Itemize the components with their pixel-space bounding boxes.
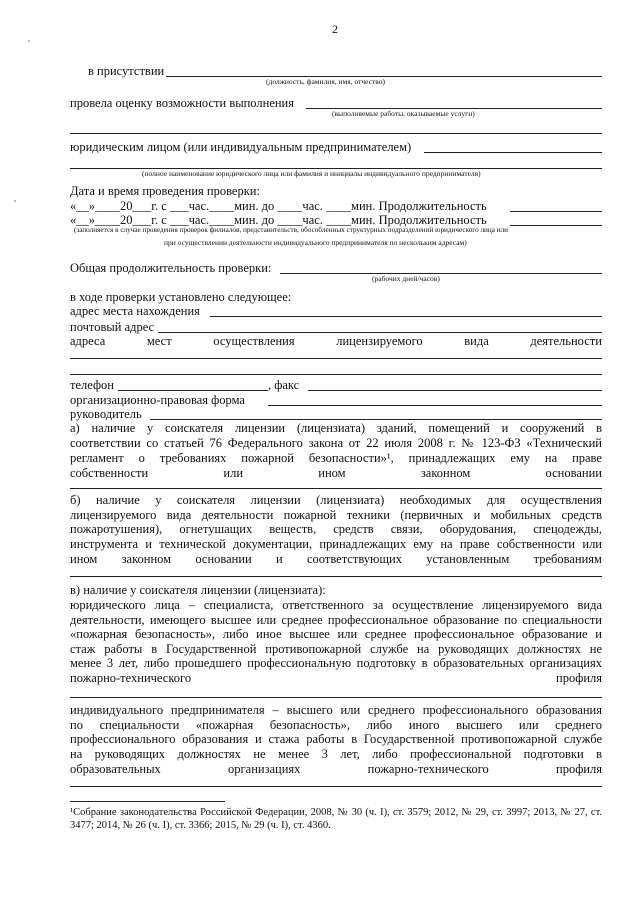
item-a-line-3: [70, 451, 602, 465]
word: соответствующих: [306, 552, 402, 566]
phone-line: [118, 390, 268, 391]
item-c-ip-line: индивидуального предпринимателя – высшего или среднего профессионального образования: [70, 703, 602, 717]
head-label: руководитель: [70, 407, 142, 421]
scan-mark: [14, 200, 16, 202]
word: и: [276, 552, 283, 566]
word: деятельности: [530, 334, 602, 348]
item-b-line: лицензируемого вида деятельности пожарной техники (первичных и мобильных средств: [70, 507, 602, 522]
item-b-line: б) наличие у соискателя лицензии (лицензиата) необходимых для осуществления: [70, 493, 602, 507]
datetime-line-2: «__»____20___г. с ___час.____мин. до ____час. ____мин. Продолжительность: [70, 213, 487, 227]
postal-line: [158, 332, 602, 333]
datetime-caption-1: (заполняется в случае проведения проверок филиалов, представительств, обособленных структурных подразделений юридического лица или: [74, 226, 509, 234]
item-c-legal-last-line: [70, 671, 602, 685]
word: собственности: [70, 466, 149, 480]
item-c-legal-line: юридического лица – специалиста, ответственного за осуществление лицензируемого вида: [70, 598, 602, 612]
item-a-line-4: [70, 466, 602, 480]
item-c-legal-line: [70, 697, 602, 698]
word: регламент: [70, 451, 124, 465]
item-c-legal-line: «пожарная безопасность», либо иное высшее или среднее профессиональное образование и: [70, 627, 602, 642]
word: пожарно-технического: [367, 762, 489, 776]
item-c-ip-line: по специальности «пожарная безопасность», либо иного высшего или среднего: [70, 717, 602, 732]
word: принадлежащих: [408, 451, 496, 465]
item-b-line: [70, 576, 602, 577]
word: требованиях: [159, 451, 227, 465]
word: требованиям: [533, 552, 602, 566]
duration-label: Общая продолжительность проверки:: [70, 261, 272, 275]
word: безопасности»¹,: [308, 451, 394, 465]
footnote: ¹Собрание законодательства Российской Федерации, 2008, № 30 (ч. I), ст. 3579; 2012, № 29, ст. 3997; 2013, № 27, ст. 3477; 2014, № 26 (ч. I), ст. 3366; 2015, № 29 (ч. I), ст. 4360.: [70, 807, 602, 831]
word: вида: [464, 334, 489, 348]
assessment-label: провела оценку возможности выполнения: [70, 96, 294, 110]
location-line: [210, 316, 602, 317]
activity-line-1: [70, 358, 602, 359]
assessment-caption: (выполняемые работы, оказываемые услуги): [332, 109, 475, 118]
legal-form-line: [268, 405, 602, 406]
word: или: [223, 466, 244, 480]
item-c-ip-line: профессионального образования и стажа работы в Государственной противопожарной службе: [70, 732, 602, 747]
datetime-duration-line-1: [510, 211, 602, 212]
duration-line: [280, 273, 602, 274]
word: законном: [121, 552, 172, 566]
item-c-legal-line: деятельности, имеющего высшее или среднее профессиональное образование по специальности: [70, 612, 602, 627]
entity-caption: (полное наименование юридического лица или фамилия и инициалы индивидуального предпринимателя): [142, 169, 481, 178]
word: пожарной: [241, 451, 294, 465]
location-label: адрес места нахождения: [70, 304, 200, 318]
presence-label: в присутствии: [88, 64, 165, 78]
item-c-legal-line: стаж работы в Государственной противопожарной службе на руководящих должностях не: [70, 641, 602, 656]
fax-line: [308, 390, 602, 391]
word: осуществления: [213, 334, 295, 348]
item-c-legal-line: менее 3 лет, либо прошедшего профессиональную подготовку в образовательных организациях: [70, 656, 602, 671]
postal-label: почтовый адрес: [70, 320, 155, 334]
activity-address-heading: [70, 334, 602, 348]
word: адреса: [70, 334, 106, 348]
activity-line-2: [70, 374, 602, 375]
entity-label: юридическим лицом (или индивидуальным предпринимателем): [70, 140, 412, 154]
item-c-legal: [70, 598, 602, 671]
datetime-line-1: «__»____20___г. с ___час.____мин. до ____час. ____мин. Продолжительность: [70, 199, 487, 213]
item-a-line: соответствии со статьей 76 Федерального закона от 22 июля 2008 г. № 123-ФЗ «Технический: [70, 435, 602, 450]
footnote-separator: [70, 801, 225, 802]
head-line: [150, 419, 602, 420]
word: мест: [146, 334, 172, 348]
word: пожарно-технического: [70, 671, 192, 685]
word: основании: [195, 552, 252, 566]
item-a-line: [70, 488, 602, 489]
item-c-ip: [70, 703, 602, 761]
findings-label: в ходе проверки установлено следующее:: [70, 290, 292, 304]
presence-caption: (должность, фамилия, имя, отчество): [266, 77, 386, 86]
scan-mark: [28, 40, 30, 42]
word: образовательных: [70, 762, 161, 776]
duration-caption: (рабочих дней/часов): [372, 274, 440, 283]
word: установленным: [426, 552, 510, 566]
item-b-line: инструмента и технической документации, принадлежащих ему на праве собственности или: [70, 536, 602, 551]
word: законном: [420, 466, 471, 480]
word: организациях: [228, 762, 301, 776]
word: профиля: [556, 762, 602, 776]
datetime-duration-line-2: [510, 225, 602, 226]
word: основании: [545, 466, 602, 480]
item-b-line: пожаротушения), огнетушащих веществ, средств связи, оборудования, спецодежды,: [70, 522, 602, 537]
datetime-caption-2: при осуществлении деятельности индивидуального предпринимателя по нескольким адресам): [164, 238, 467, 247]
item-c-ip-line: [70, 786, 602, 787]
item-c-ip-last-line: [70, 762, 602, 776]
item-c-intro: в) наличие у соискателя лицензии (лицензиата):: [70, 583, 326, 597]
word: лицензируемого: [336, 334, 423, 348]
word: профиля: [556, 671, 602, 685]
word: ином: [70, 552, 98, 566]
item-c-ip-line: на руководящих должностях не менее 3 лет, либо профессиональной подготовки в: [70, 746, 602, 761]
page-number: 2: [332, 22, 338, 36]
word: на: [544, 451, 558, 465]
assessment-line-2: [70, 133, 602, 134]
fax-label: , факс: [268, 378, 300, 392]
item-a-line: а) наличие у соискателя лицензии (лицензиата) зданий, помещений и сооружений в: [70, 421, 602, 435]
item-b-last-line: [70, 552, 602, 566]
entity-line: [424, 152, 602, 153]
datetime-label: Дата и время проведения проверки:: [70, 184, 260, 198]
item-a: [70, 421, 602, 450]
word: о: [138, 451, 145, 465]
legal-form-label: организационно-правовая форма: [70, 393, 245, 407]
phone-label: телефон: [70, 378, 114, 392]
word: ему: [510, 451, 531, 465]
word: ином: [318, 466, 346, 480]
word: праве: [572, 451, 602, 465]
item-b: [70, 493, 602, 551]
